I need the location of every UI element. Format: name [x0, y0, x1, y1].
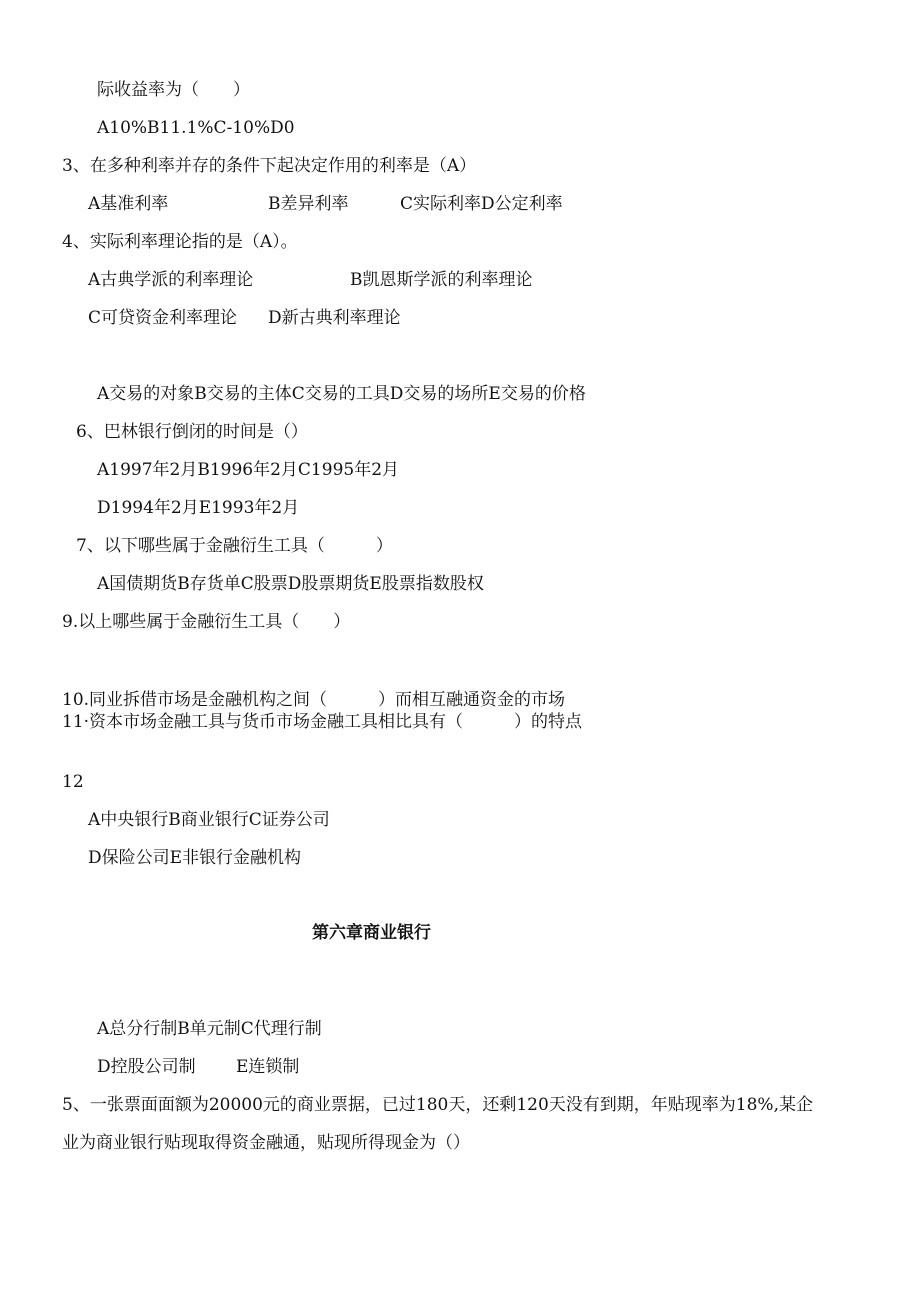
- question-line: 4、实际利率理论指的是（A）。: [62, 232, 298, 252]
- option-text: E连锁制: [236, 1057, 300, 1077]
- text-line: A10%B11.1%C-10%D0: [97, 118, 295, 138]
- option-text: D保险公司E非银行金融机构: [88, 848, 302, 868]
- option-text: A1997年2月B1996年2月C1995年2月: [97, 460, 400, 480]
- option-text: B差异利率: [268, 194, 349, 214]
- option-text: A国债期货B存货单C股票D股票期货E股票指数股权: [97, 574, 484, 594]
- question-line: 11·资本市场金融工具与货币市场金融工具相比具有（ ）的特点: [62, 712, 583, 732]
- question-number: 12: [62, 772, 84, 792]
- option-text: C实际利率D公定利率: [400, 194, 563, 214]
- question-line: 7、以下哪些属于金融衍生工具（ ）: [76, 536, 393, 556]
- chapter-title: 第六章商业银行: [312, 923, 431, 943]
- question-line: 10.同业拆借市场是金融机构之间（ ）而相互融通资金的市场: [62, 690, 566, 710]
- option-text: A总分行制B单元制C代理行制: [97, 1019, 322, 1039]
- option-text: D控股公司制: [97, 1057, 196, 1077]
- question-line: 6、巴林银行倒闭的时间是（）: [76, 422, 308, 442]
- question-line: 业为商业银行贴现取得资金融通，贴现所得现金为（）: [62, 1133, 470, 1153]
- option-text: A中央银行B商业银行C证券公司: [88, 810, 330, 830]
- question-line: 9.以上哪些属于金融衍生工具（ ）: [62, 612, 351, 632]
- option-text: D1994年2月E1993年2月: [97, 498, 300, 518]
- text-line: 际收益率为（ ）: [97, 80, 250, 100]
- option-text: D新古典利率理论: [268, 308, 401, 328]
- question-line: 3、在多种利率并存的条件下起决定作用的利率是（A）: [62, 156, 477, 176]
- option-text: B凯恩斯学派的利率理论: [350, 270, 533, 290]
- option-text: A古典学派的利率理论: [88, 270, 254, 290]
- option-text: A基准利率: [88, 194, 169, 214]
- question-line: 5、一张票面面额为20000元的商业票据，已过180天，还剩120天没有到期，年贴现率为18%,某企: [62, 1095, 813, 1115]
- option-text: A交易的对象B交易的主体C交易的工具D交易的场所E交易的价格: [97, 384, 586, 404]
- option-text: C可贷资金利率理论: [88, 308, 238, 328]
